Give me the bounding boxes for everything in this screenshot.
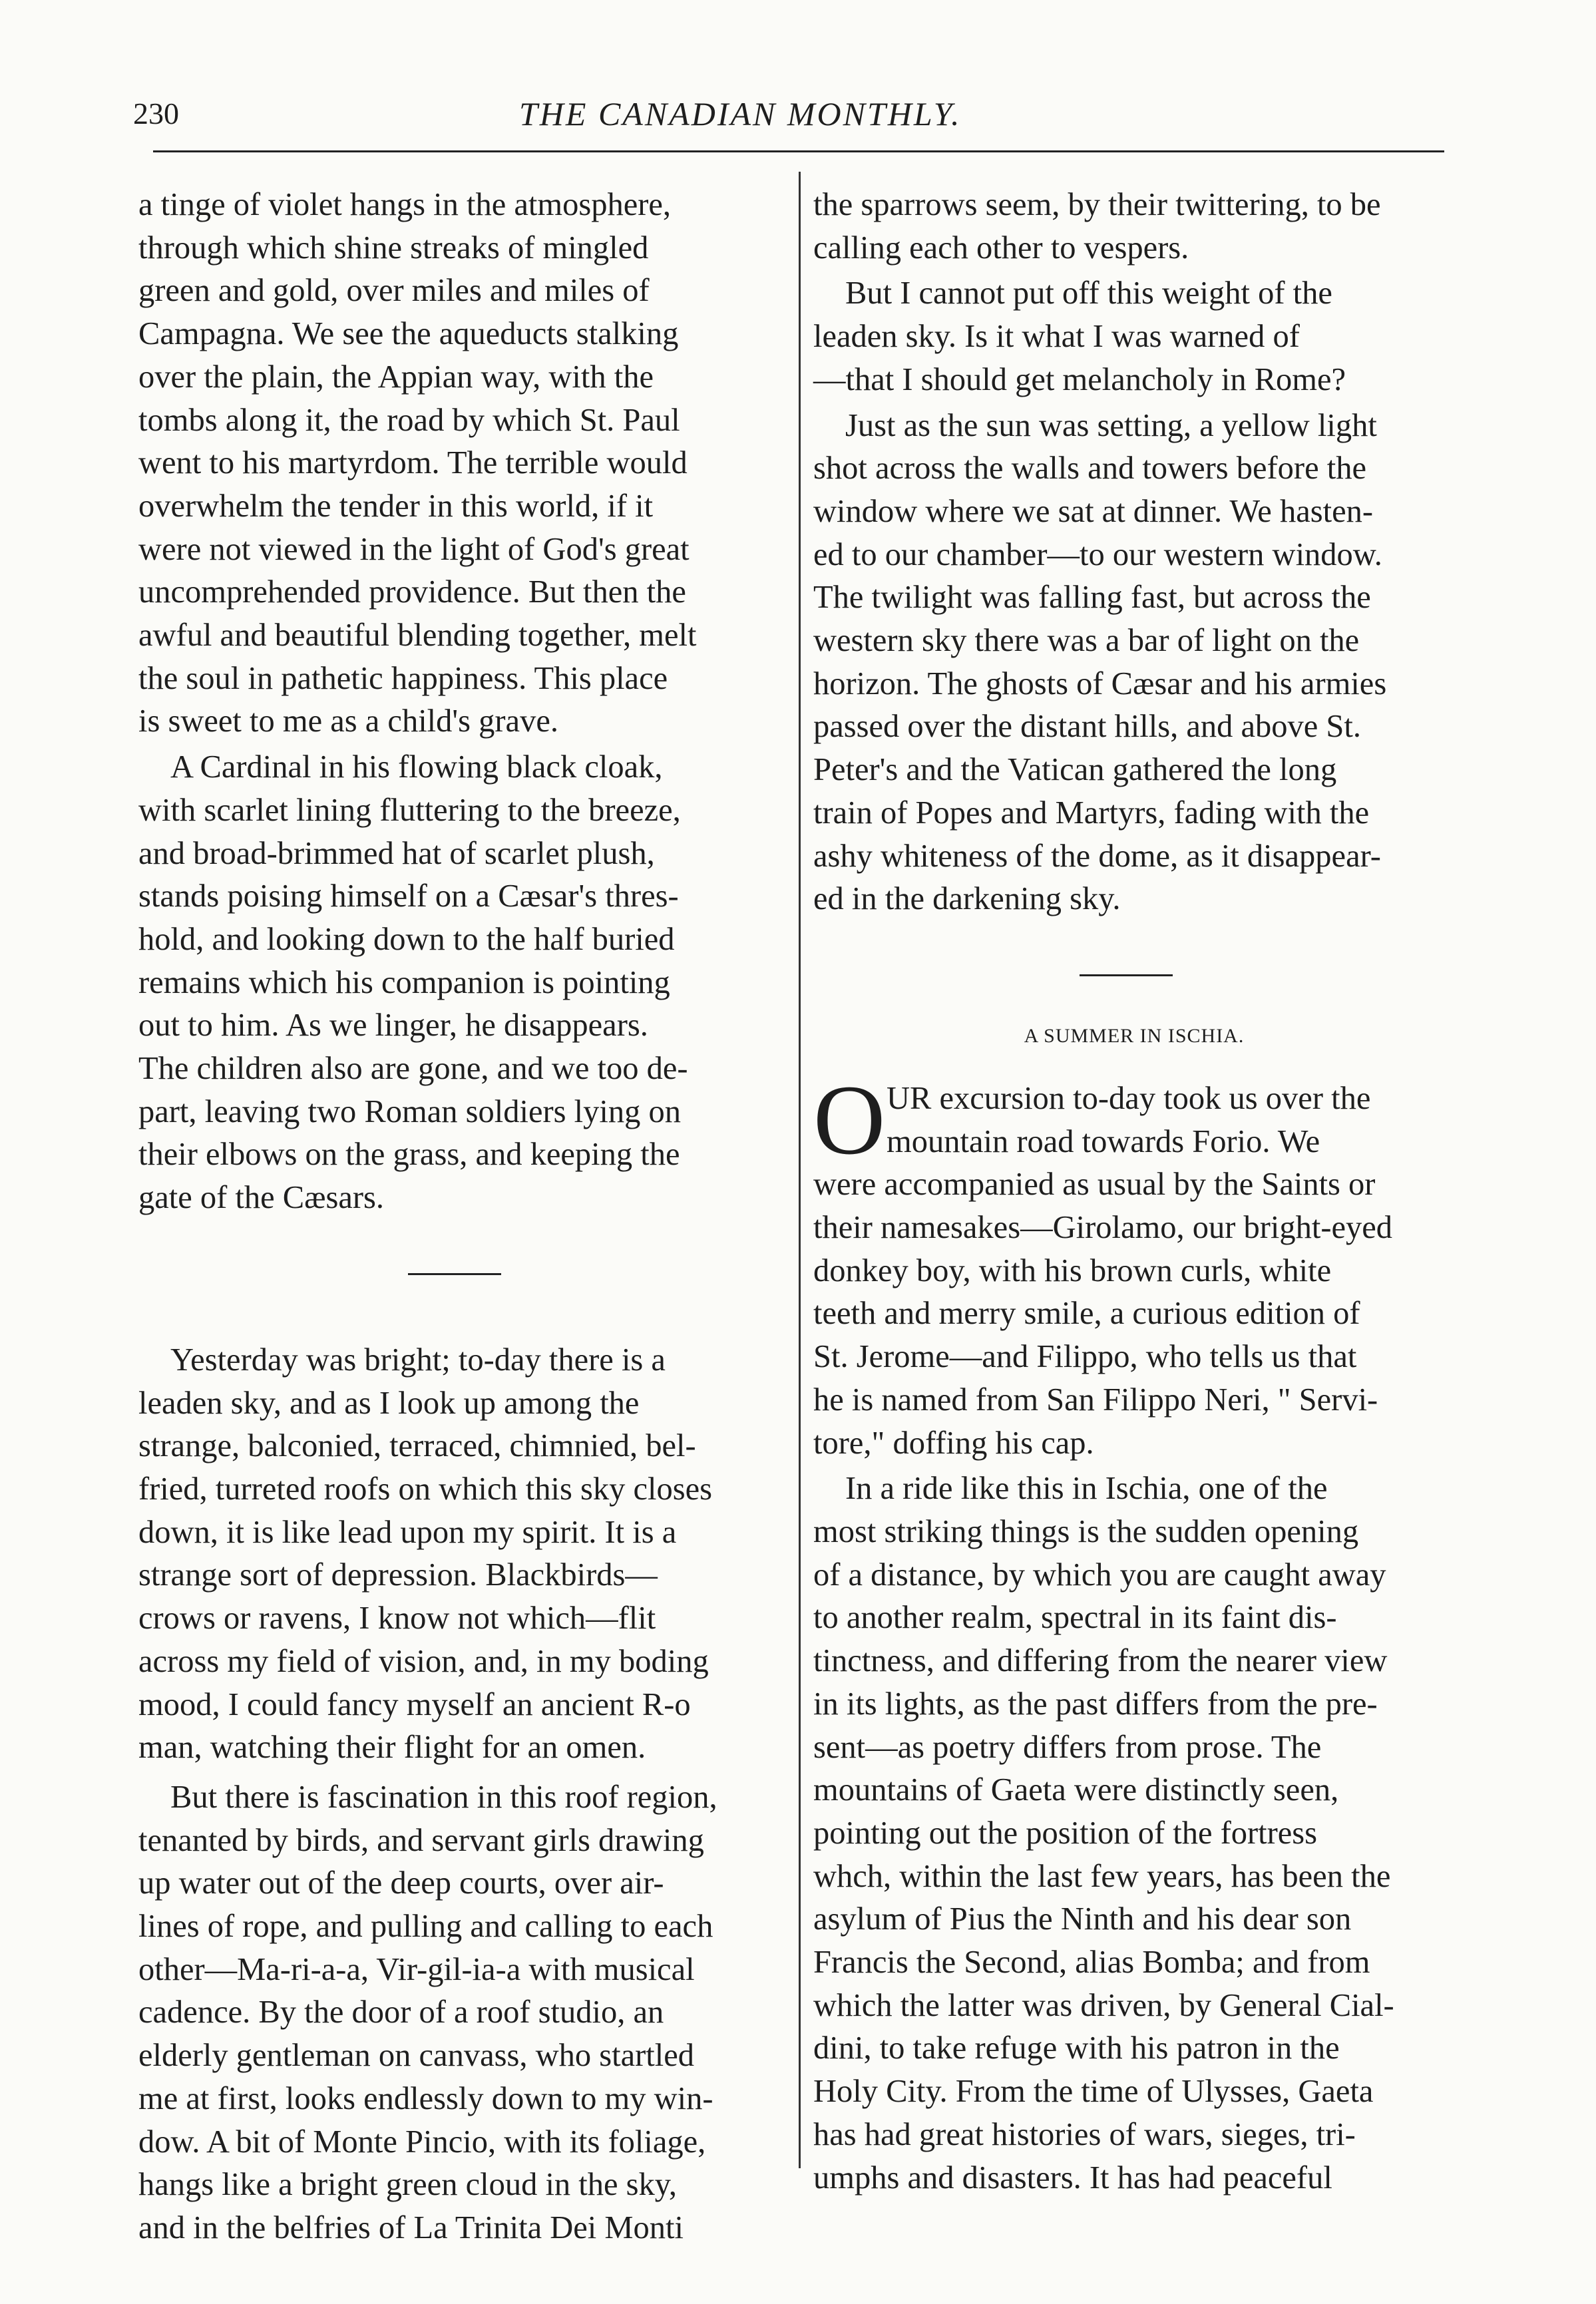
text-line: uncomprehended providence. But then the [138,574,686,610]
text-line: ed to our chamber—to our western window. [813,536,1382,572]
text-line: of a distance, by which you are caught away [813,1557,1386,1593]
text-line: which the latter was driven, by General Cial- [813,1987,1394,2023]
text-line: Campagna. We see the aqueducts stalking [138,316,679,352]
text-line: gate of the Cæsars. [138,1180,385,1216]
text-line: and in the belfries of La Trinita Dei Monti [138,2209,684,2245]
text-line: up water out of the deep courts, over air- [138,1865,664,1901]
text-line: western sky there was a bar of light on the [813,623,1360,659]
text-line: part, leaving two Roman soldiers lying on [138,1093,681,1129]
text-line: Just as the sun was setting, a yellow light [845,407,1377,443]
text-line: with scarlet lining fluttering to the breeze, [138,792,681,828]
text-line: whch, within the last few years, has been the [813,1858,1391,1894]
text-line: But I cannot put off this weight of the [845,276,1332,311]
text-line: out to him. As we linger, he disappears. [138,1008,648,1044]
text-line: ed in the darkening sky. [813,881,1121,917]
text-line: crows or ravens, I know not which—flit [138,1601,656,1636]
text-line: the soul in pathetic happiness. This place [138,660,668,696]
text-line: The children also are gone, and we too de- [138,1051,688,1087]
text-line: mountains of Gaeta were distinctly seen, [813,1772,1339,1808]
text-line: their namesakes—Girolamo, our bright-eyed [813,1210,1393,1246]
text-line: ashy whiteness of the dome, as it disappear- [813,838,1381,874]
text-line: calling each other to vespers. [813,230,1189,266]
text-line: went to his martyrdom. The terrible would [138,445,688,481]
text-line: green and gold, over miles and miles of [138,273,650,309]
text-line: elderly gentleman on canvass, who startled [138,2038,695,2074]
text-line: —that I should get melancholy in Rome? [813,361,1346,397]
text-line: were accompanied as usual by the Saints or [813,1167,1376,1203]
text-line: stands poising himself on a Cæsar's thres- [138,878,679,914]
text-line: across my field of vision, and, in my boding [138,1643,709,1679]
text-line: mountain road towards Forio. We [887,1123,1320,1159]
paragraph [813,272,1455,401]
dropcap-paragraph [813,1064,1455,1465]
text-line: A Cardinal in his flowing black cloak, [170,749,663,785]
text-line: St. Jerome—and Filippo, who tells us that [813,1339,1357,1375]
text-line: and broad-brimmed hat of scarlet plush, [138,835,655,871]
text-line: horizon. The ghosts of Cæsar and his armies [813,666,1387,701]
text-line: tenanted by birds, and servant girls drawing [138,1822,704,1858]
text-line: awful and beautiful blending together, melt [138,618,697,654]
text-line: strange, balconied, terraced, chimnied, bel- [138,1428,696,1464]
text-line: donkey boy, with his brown curls, white [813,1252,1332,1288]
section-divider [1080,974,1173,976]
page-number: 230 [133,96,179,130]
paragraph [138,1339,780,1770]
text-line: he is named from San Filippo Neri, " Servi- [813,1382,1378,1418]
drop-cap: O [813,1064,886,1175]
text-line: over the plain, the Appian way, with the [138,359,654,395]
text-line: has had great histories of wars, sieges, tri- [813,2116,1356,2152]
text-line: leaden sky. Is it what I was warned of [813,319,1300,355]
text-line: cadence. By the door of a roof studio, an [138,1995,664,2030]
right-column [813,184,1455,2200]
text-line: the sparrows seem, by their twittering, to be [813,187,1381,222]
text-line: overwhelm the tender in this world, if it [138,488,654,524]
text-line: man, watching their flight for an omen. [138,1730,646,1766]
text-line: In a ride like this in Ischia, one of the [845,1471,1328,1507]
header-rule [153,150,1444,152]
text-line: in its lights, as the past differs from the pre- [813,1686,1378,1722]
text-line: mood, I could fancy myself an ancient R-o [138,1686,691,1722]
text-line: a tinge of violet hangs in the atmosphere, [138,187,672,222]
text-line: other—Ma-ri-a-a, Vir-gil-ia-a with musical [138,1951,695,1987]
text-line: tombs along it, the road by which St. Paul [138,402,680,438]
text-line: hold, and looking down to the half buried [138,921,675,957]
text-line: tinctness, and differing from the nearer view [813,1643,1388,1679]
text-line: leaden sky, and as I look up among the [138,1385,640,1421]
text-line: Peter's and the Vatican gathered the long [813,752,1337,788]
text-line: Holy City. From the time of Ulysses, Gaeta [813,2074,1374,2110]
text-line: dini, to take refuge with his patron in the [813,2030,1340,2066]
paragraph [138,184,780,743]
paragraph [813,1163,1455,1465]
text-line: strange sort of depression. Blackbirds— [138,1557,658,1593]
text-line: fried, turreted roofs on which this sky closes [138,1471,713,1507]
text-line: hangs like a bright green cloud in the sky, [138,2167,678,2203]
section-title: A SUMMER IN ISCHIA. [1024,1024,1245,1047]
paragraph [138,746,780,1220]
paragraph [138,1776,780,2250]
text-line: passed over the distant hills, and above St. [813,709,1362,745]
text-line: most striking things is the sudden opening [813,1513,1359,1549]
column-divider [799,172,801,2168]
text-line: down, it is like lead upon my spirit. It is a [138,1514,677,1550]
left-column [138,184,780,2250]
text-line: umphs and disasters. It has had peaceful [813,2160,1332,2196]
text-line: to another realm, spectral in its faint dis- [813,1600,1337,1636]
text-line: window where we sat at dinner. We hasten- [813,493,1374,529]
text-line: dow. A bit of Monte Pincio, with its foliage, [138,2124,706,2160]
text-line: Francis the Second, alias Bomba; and from [813,1945,1370,1981]
page-header [133,91,1438,137]
text-line: teeth and merry smile, a curious edition of [813,1296,1360,1332]
text-line: me at first, looks endlessly down to my win- [138,2080,713,2116]
running-head: THE CANADIAN MONTHLY. [519,95,962,132]
text-line: asylum of Pius the Ninth and his dear son [813,1901,1352,1937]
text-line: tore," doffing his cap. [813,1425,1094,1461]
paragraph [813,184,1455,270]
text-line: is sweet to me as a child's grave. [138,703,558,739]
section-divider [408,1273,501,1275]
text-line: The twilight was falling fast, but across the [813,580,1371,616]
text-line: were not viewed in the light of God's great [138,531,690,567]
paragraph [813,1467,1455,2200]
paragraph [813,405,1455,921]
text-line: shot across the walls and towers before the [813,451,1366,486]
text-line: lines of rope, and pulling and calling to each [138,1909,713,1945]
text-line: pointing out the position of the fortress [813,1815,1318,1851]
text-line: Yesterday was bright; to-day there is a [170,1342,666,1378]
text-line: UR excursion to-day took us over the [887,1080,1371,1116]
dropcap-lines [813,1064,1455,1175]
text-line: But there is fascination in this roof region, [170,1779,717,1815]
text-line: their elbows on the grass, and keeping the [138,1137,680,1173]
text-line: train of Popes and Martyrs, fading with the [813,795,1370,831]
text-line: through which shine streaks of mingled [138,230,649,266]
text-line: remains which his companion is pointing [138,964,670,1000]
text-line: sent—as poetry differs from prose. The [813,1729,1322,1765]
